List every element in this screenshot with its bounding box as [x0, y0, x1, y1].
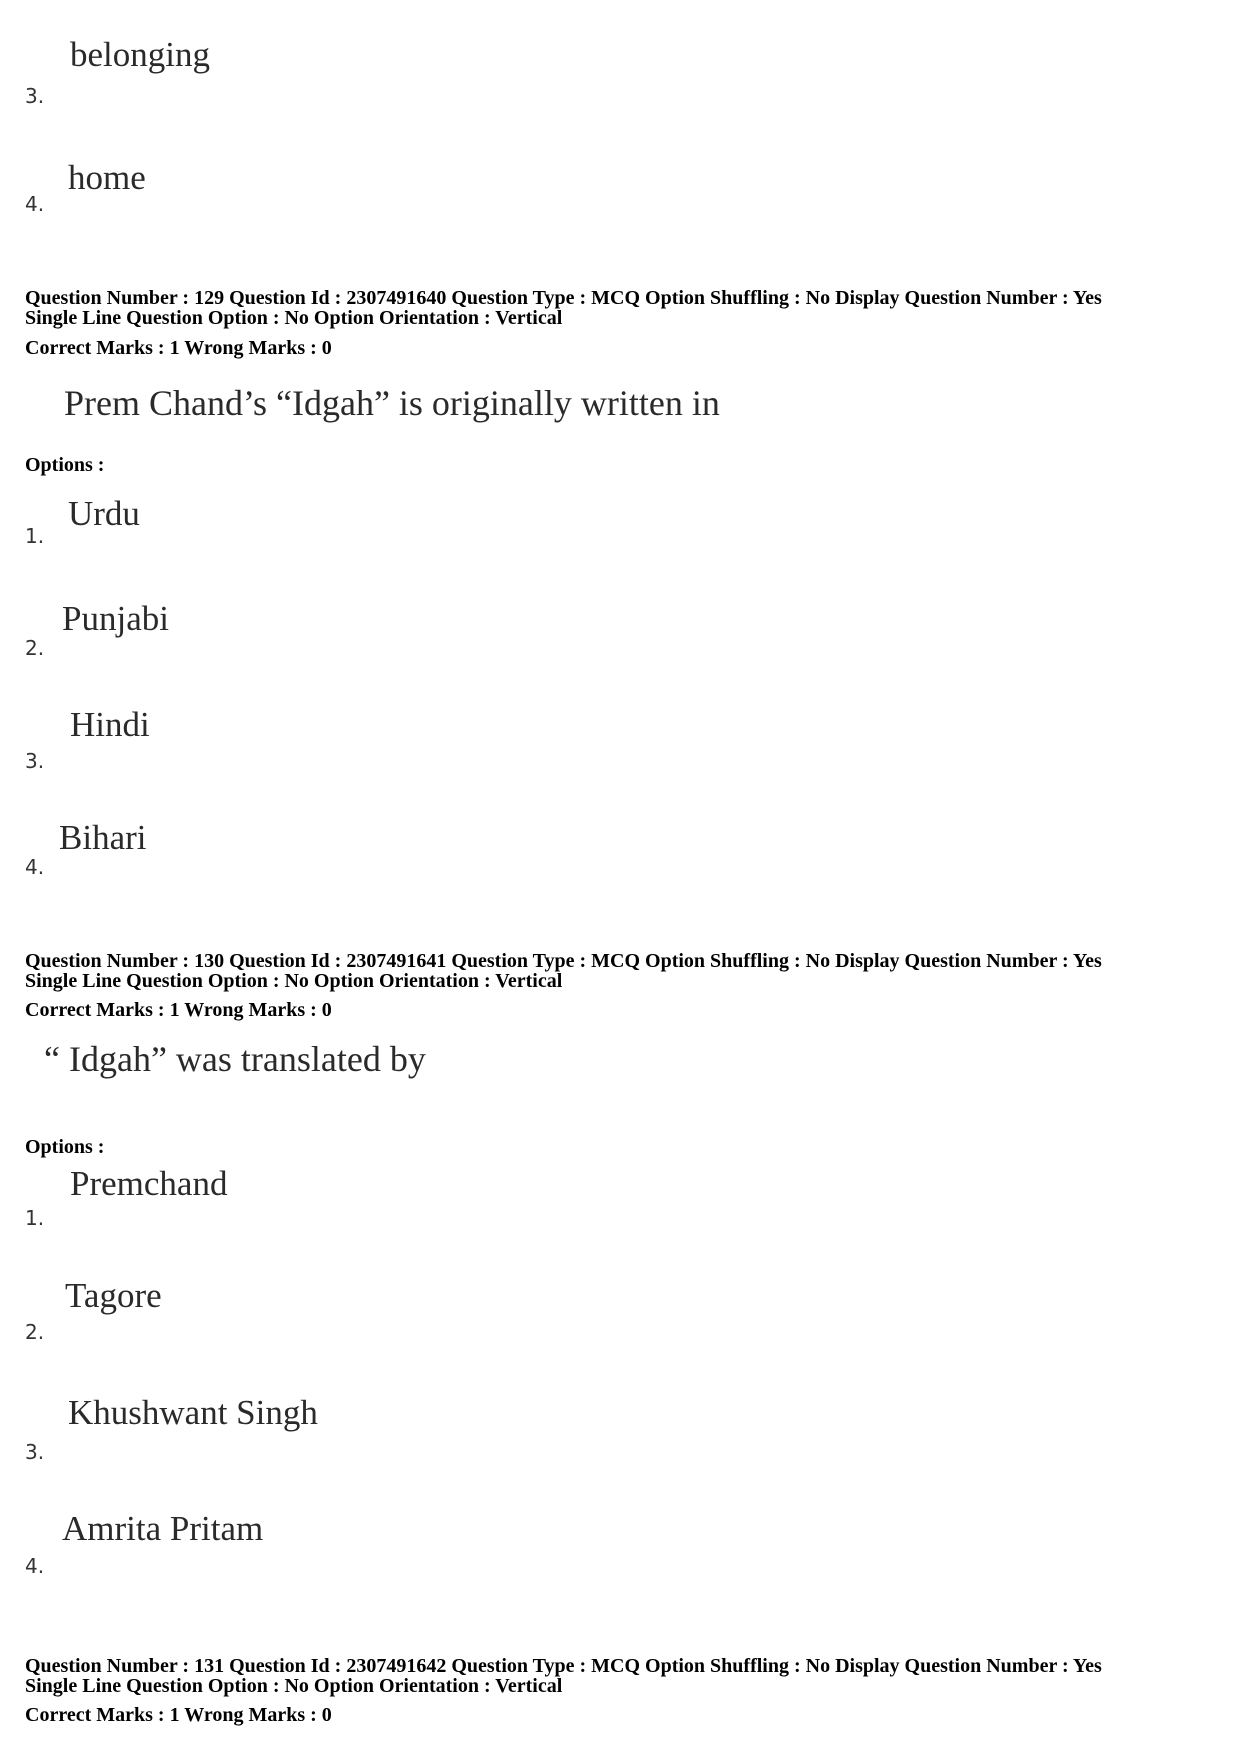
question-meta-line2: Single Line Question Option : No Option Orientation : Vertical	[25, 1675, 563, 1697]
option-number: 4.	[25, 1554, 45, 1578]
option-number: 4.	[25, 192, 45, 216]
option-number: 1.	[25, 1206, 45, 1230]
question-marks: Correct Marks : 1 Wrong Marks : 0	[25, 337, 332, 359]
question-marks: Correct Marks : 1 Wrong Marks : 0	[25, 999, 332, 1021]
option-text: Amrita Pritam	[62, 1509, 264, 1548]
options-label: Options :	[25, 454, 105, 476]
option-text: Bihari	[59, 818, 147, 857]
option-text: Tagore	[65, 1276, 162, 1315]
question-text: Prem Chand’s “Idgah” is originally written in	[64, 383, 720, 423]
option-text: Khushwant Singh	[68, 1393, 318, 1432]
options-label: Options :	[25, 1136, 105, 1158]
question-meta-line1: Question Number : 130 Question Id : 2307491641 Question Type : MCQ Option Shuffling : No Display Question Number : Yes	[25, 950, 1102, 972]
option-number: 2.	[25, 1320, 45, 1344]
option-text: Punjabi	[62, 599, 169, 638]
question-meta-line2: Single Line Question Option : No Option Orientation : Vertical	[25, 970, 563, 992]
option-text: Premchand	[70, 1164, 228, 1203]
option-number: 1.	[25, 524, 45, 548]
option-text: Urdu	[68, 494, 140, 533]
option-text: belonging	[70, 35, 210, 74]
question-text: “ Idgah” was translated by	[44, 1039, 426, 1079]
question-meta-line1: Question Number : 129 Question Id : 2307491640 Question Type : MCQ Option Shuffling : No Display Question Number : Yes	[25, 287, 1102, 309]
question-meta-line1: Question Number : 131 Question Id : 2307491642 Question Type : MCQ Option Shuffling : No Display Question Number : Yes	[25, 1655, 1102, 1677]
option-number: 2.	[25, 636, 45, 660]
question-marks: Correct Marks : 1 Wrong Marks : 0	[25, 1704, 332, 1726]
option-text: home	[68, 158, 146, 197]
option-number: 3.	[25, 749, 45, 773]
option-number: 3.	[25, 1440, 45, 1464]
option-number: 4.	[25, 855, 45, 879]
option-text: Hindi	[70, 705, 150, 744]
option-number: 3.	[25, 84, 45, 108]
question-meta-line2: Single Line Question Option : No Option Orientation : Vertical	[25, 307, 563, 329]
